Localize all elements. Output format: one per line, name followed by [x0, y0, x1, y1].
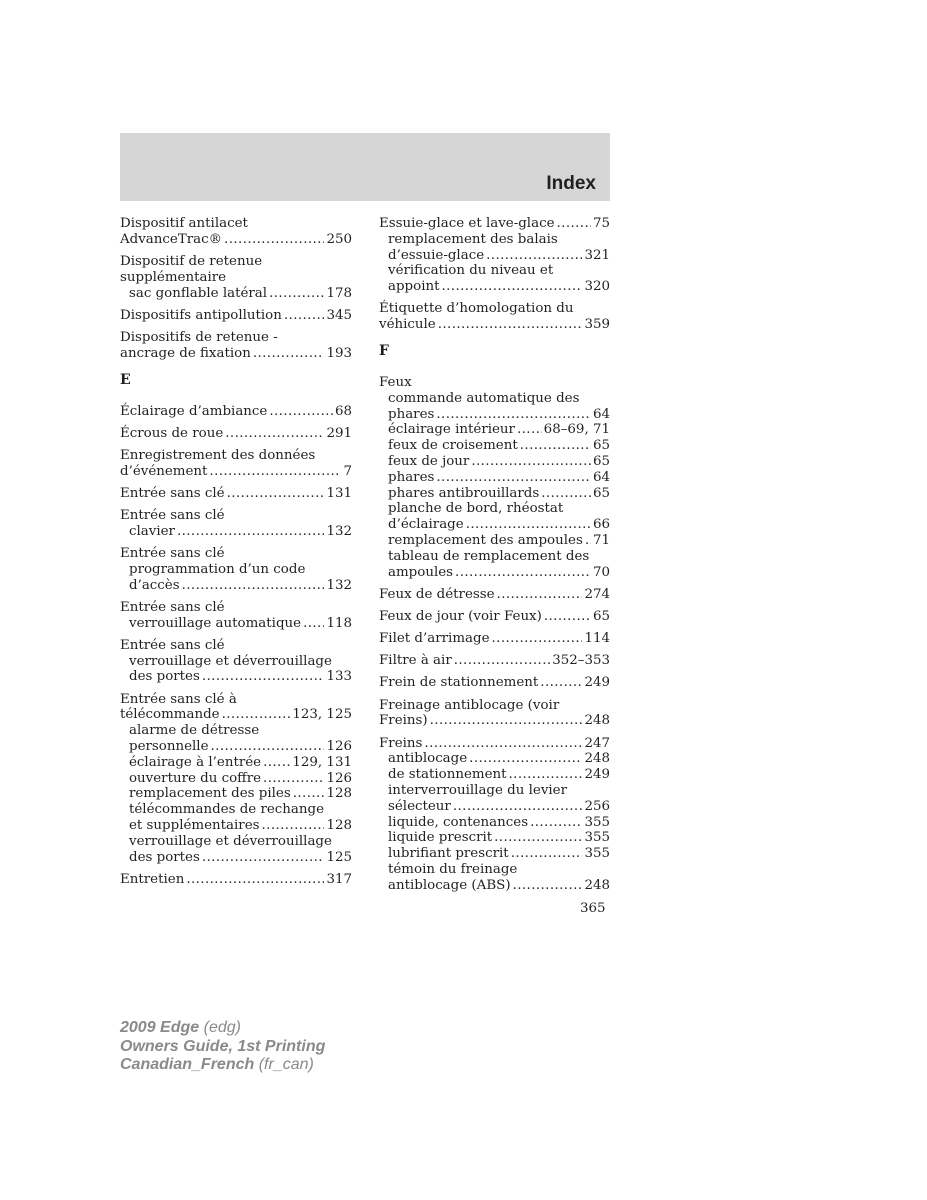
dot-leader — [436, 470, 591, 486]
dot-leader — [469, 751, 582, 767]
entry-text: Écrous de roue — [120, 425, 224, 441]
page-reference: 131 — [326, 485, 352, 501]
page-reference: 114 — [584, 631, 610, 647]
index-entry-line — [120, 216, 352, 232]
entry-text: télécommande — [120, 707, 220, 723]
index-subentry-line — [379, 533, 610, 549]
page-reference: 249 — [584, 767, 610, 783]
page-reference: 126 — [326, 739, 352, 755]
index-subentry-line — [379, 815, 610, 831]
entry-text: phares — [388, 406, 435, 422]
entry-text: tableau de remplacement des — [388, 548, 590, 564]
index-entry-line — [120, 486, 352, 502]
index-entry-line — [379, 675, 610, 691]
index-entry — [120, 308, 352, 324]
dot-leader — [436, 407, 591, 423]
page-reference: 256 — [584, 798, 610, 814]
dot-leader — [182, 578, 325, 594]
dot-leader — [303, 616, 324, 632]
index-entry — [120, 508, 352, 540]
index-subentry-line — [120, 654, 352, 670]
entry-text: vérification du niveau et — [388, 263, 554, 279]
entry-text: d’éclairage — [388, 517, 464, 533]
dot-leader — [430, 713, 583, 729]
index-entry-line — [379, 631, 610, 647]
page-reference: 248 — [584, 877, 610, 893]
index-entry — [379, 609, 610, 625]
index-subentry-line — [379, 799, 610, 815]
index-entry — [120, 254, 352, 301]
entry-text: antiblocage — [388, 751, 468, 767]
index-entry-line — [120, 308, 352, 324]
entry-text: témoin du freinage — [388, 862, 518, 878]
index-entry-line — [120, 508, 352, 524]
entry-text: sélecteur — [388, 798, 451, 814]
entry-text: phares antibrouillards — [388, 485, 540, 501]
index-entry — [120, 486, 352, 502]
page-reference: 355 — [584, 814, 610, 830]
page-reference: 355 — [584, 846, 610, 862]
entry-text: remplacement des balais — [388, 231, 558, 247]
index-subentry-line — [379, 501, 610, 517]
index-subentry-line — [379, 878, 610, 894]
page-reference: 249 — [584, 675, 610, 691]
dot-leader — [557, 216, 591, 232]
page-reference: 68–69, 71 — [543, 422, 610, 438]
dot-leader — [209, 464, 341, 480]
entry-text: Dispositifs antipollution — [120, 307, 282, 323]
dot-leader — [511, 846, 583, 862]
page-reference: 320 — [584, 279, 610, 295]
page-reference: 359 — [584, 317, 610, 333]
index-entry-line — [120, 600, 352, 616]
dot-leader — [541, 486, 591, 502]
entry-text: Étiquette d’homologation du — [379, 301, 574, 317]
page-reference: 118 — [326, 615, 352, 631]
index-entry — [120, 638, 352, 685]
index-entry — [120, 546, 352, 593]
entry-text: Dispositif de retenue — [120, 253, 263, 269]
index-entry-line — [120, 404, 352, 420]
entry-text: Feux de détresse — [379, 586, 495, 602]
index-entry — [120, 448, 352, 480]
entry-text: d’événement — [120, 463, 208, 479]
entry-text: sac gonflable latéral — [129, 285, 268, 301]
index-subentry-line — [120, 723, 352, 739]
entry-text: Dispositif antilacet — [120, 216, 248, 231]
index-entry — [379, 375, 610, 580]
page-reference: 70 — [592, 564, 610, 580]
index-column-right — [379, 216, 610, 900]
entry-text: planche de bord, rhéostat — [388, 501, 564, 517]
index-subentry-line — [379, 263, 610, 279]
page-reference: 65 — [592, 438, 610, 454]
page-reference: 125 — [326, 849, 352, 865]
index-subentry-line — [120, 850, 352, 866]
index-subentry-line — [120, 755, 352, 771]
dot-leader — [441, 279, 582, 295]
index-entry-line — [120, 270, 352, 286]
entry-text: Entrée sans clé — [120, 599, 225, 615]
page-reference: 178 — [326, 285, 352, 301]
entry-text: Frein de stationnement — [379, 675, 539, 691]
dot-leader — [513, 878, 583, 894]
entry-text: phares — [388, 469, 435, 485]
entry-text: supplémentaire — [120, 269, 227, 285]
index-subentry-line — [379, 549, 610, 565]
entry-text: Entrée sans clé à — [120, 691, 237, 707]
index-subentry-line — [120, 834, 352, 850]
entry-text: interverrouillage du levier — [388, 783, 568, 799]
index-entry-line — [120, 872, 352, 888]
dot-leader — [263, 755, 290, 771]
page-reference: 133 — [326, 669, 352, 685]
index-subentry-line — [379, 279, 610, 295]
entry-text: antiblocage (ABS) — [388, 877, 511, 893]
dot-leader — [517, 422, 542, 438]
header-band — [120, 133, 610, 201]
entry-text: Entrée sans clé — [120, 485, 225, 501]
dot-leader — [262, 818, 325, 834]
entry-text: Enregistrement des données — [120, 447, 316, 463]
dot-leader — [492, 631, 583, 647]
entry-text: AdvanceTrac® — [120, 231, 223, 247]
index-subentry-line — [379, 438, 610, 454]
index-subentry-line — [120, 818, 352, 834]
index-subentry-line — [379, 862, 610, 878]
index-entry — [120, 426, 352, 442]
footer-model: 2009 Edge — [120, 1019, 200, 1036]
index-entry-line — [120, 546, 352, 562]
index-entry — [120, 600, 352, 632]
dot-leader — [438, 317, 583, 333]
entry-text: Essuie-glace et lave-glace — [379, 216, 555, 231]
dot-leader — [424, 736, 582, 752]
dot-leader — [486, 248, 582, 264]
index-entry-line — [120, 232, 352, 248]
index-subentry-line — [120, 771, 352, 787]
entry-text: Entrée sans clé — [120, 546, 225, 562]
footer-line-3 — [120, 1056, 325, 1075]
index-entry — [379, 698, 610, 730]
dot-leader — [509, 767, 583, 783]
entry-text: liquide prescrit — [388, 830, 493, 846]
entry-text: feux de croisement — [388, 438, 518, 454]
page-reference: 128 — [326, 786, 352, 802]
dot-leader — [530, 815, 582, 831]
entry-text: alarme de détresse — [129, 723, 260, 739]
entry-text: Freins) — [379, 713, 428, 729]
entry-text: Éclairage d’ambiance — [120, 403, 268, 419]
dot-leader — [497, 587, 583, 603]
dot-leader — [471, 454, 591, 470]
index-entry — [379, 587, 610, 603]
index-subentry-line — [379, 767, 610, 783]
entry-text: éclairage à l’entrée — [129, 754, 262, 770]
entry-text: remplacement des piles — [129, 786, 291, 802]
index-entry — [120, 872, 352, 888]
page-reference: 247 — [584, 735, 610, 751]
index-entry — [379, 653, 610, 669]
dot-leader — [222, 707, 291, 723]
entry-text: verrouillage et déverrouillage — [129, 653, 332, 669]
entry-text: appoint — [388, 279, 440, 295]
index-subentry-line — [379, 751, 610, 767]
index-entry-line — [120, 426, 352, 442]
entry-text: Dispositifs de retenue - — [120, 329, 278, 345]
index-entry-line — [379, 317, 610, 333]
entry-text: d’essuie-glace — [388, 247, 485, 263]
page-reference: 352–353 — [552, 653, 610, 669]
index-entry — [120, 404, 352, 420]
page-reference: 129, 131 — [292, 754, 352, 770]
page-reference: 65 — [592, 453, 610, 469]
page-reference: 71 — [592, 532, 610, 548]
index-subentry-line — [379, 846, 610, 862]
index-subentry-line — [379, 422, 610, 438]
entry-text: ancrage de fixation — [120, 345, 251, 361]
section-letter: E — [120, 371, 131, 388]
page-reference: 248 — [584, 751, 610, 767]
page-reference: 132 — [326, 577, 352, 593]
index-entry-line — [120, 707, 352, 723]
page-reference: 274 — [584, 586, 610, 602]
dot-leader — [585, 533, 591, 549]
dot-leader — [293, 786, 325, 802]
entry-text: verrouillage automatique — [129, 615, 302, 631]
page-reference: 123, 125 — [292, 707, 352, 723]
entry-text: Filtre à air — [379, 653, 452, 669]
page-reference: 132 — [326, 523, 352, 539]
index-entry — [120, 216, 352, 248]
entry-text: clavier — [129, 523, 175, 539]
page-reference: 65 — [592, 608, 610, 624]
page-reference: 291 — [326, 425, 352, 441]
dot-leader — [544, 609, 591, 625]
page-reference: 7 — [343, 463, 352, 479]
index-entry-line — [379, 587, 610, 603]
page-reference: 68 — [334, 403, 352, 419]
index-subentry-line — [379, 391, 610, 407]
index-entry-line — [120, 448, 352, 464]
index-entry-line — [379, 653, 610, 669]
page-reference: 355 — [584, 830, 610, 846]
page-title: Index — [546, 173, 596, 194]
dot-leader — [455, 565, 591, 581]
index-entry-line — [379, 301, 610, 317]
dot-leader — [494, 830, 582, 846]
footer-model-code: (edg) — [203, 1019, 241, 1036]
index-entry-line — [120, 346, 352, 362]
index-entry-line — [120, 638, 352, 654]
dot-leader — [211, 739, 325, 755]
entry-text: des portes — [129, 669, 200, 685]
entry-text: ampoules — [388, 564, 454, 580]
dot-leader — [520, 438, 591, 454]
dot-leader — [453, 799, 583, 815]
entry-text: remplacement des ampoules — [388, 532, 583, 548]
footer — [120, 1019, 325, 1075]
index-subentry-line — [120, 616, 352, 632]
page-number: 365 — [580, 901, 606, 916]
index-entry — [379, 301, 610, 333]
entry-text: verrouillage et déverrouillage — [129, 833, 332, 849]
dot-leader — [263, 771, 324, 787]
index-column-left — [120, 216, 352, 894]
index-entry-line — [120, 254, 352, 270]
index-subentry-line — [379, 232, 610, 248]
index-subentry-line — [120, 578, 352, 594]
entry-text: Feux — [379, 374, 412, 390]
index-subentry-line — [379, 783, 610, 799]
entry-text: Freinage antiblocage (voir — [379, 697, 560, 713]
entry-text: de stationnement — [388, 767, 507, 783]
dot-leader — [269, 404, 333, 420]
index-entry — [379, 736, 610, 894]
dot-leader — [466, 517, 591, 533]
entry-text: feux de jour — [388, 453, 470, 469]
page-reference: 193 — [326, 345, 352, 361]
index-subentry-line — [379, 830, 610, 846]
entry-text: véhicule — [379, 317, 436, 333]
dot-leader — [202, 850, 325, 866]
entry-text: Entrée sans clé — [120, 508, 225, 524]
page-reference: 64 — [592, 469, 610, 485]
index-subentry-line — [379, 486, 610, 502]
index-entry-line — [120, 330, 352, 346]
index-entry — [379, 216, 610, 295]
page-reference: 250 — [326, 231, 352, 247]
index-entry-line — [120, 464, 352, 480]
entry-text: programmation d’un code — [129, 561, 306, 577]
page-reference: 66 — [592, 517, 610, 533]
entry-text: des portes — [129, 849, 200, 865]
page-reference: 75 — [592, 216, 610, 231]
entry-text: éclairage intérieur — [388, 422, 515, 438]
entry-text: lubrifiant prescrit — [388, 846, 509, 862]
dot-leader — [284, 308, 325, 324]
page-reference: 248 — [584, 713, 610, 729]
index-entry-line — [379, 609, 610, 625]
dot-leader — [186, 872, 324, 888]
entry-text: liquide, contenances — [388, 814, 529, 830]
page-reference: 317 — [326, 871, 352, 887]
footer-guide: Owners Guide, 1st Printing — [120, 1037, 326, 1055]
entry-text: Entretien — [120, 871, 185, 887]
entry-text: Freins — [379, 735, 423, 751]
dot-leader — [253, 346, 325, 362]
index-subentry-line — [379, 517, 610, 533]
entry-text: Filet d’arrimage — [379, 631, 490, 647]
page-reference: 64 — [592, 406, 610, 422]
index-entry — [120, 330, 352, 362]
section-letter: F — [379, 342, 389, 359]
dot-leader — [225, 426, 324, 442]
dot-leader — [202, 669, 325, 685]
index-entry-line — [379, 736, 610, 752]
index-entry-line — [120, 692, 352, 708]
index-subentry-line — [120, 286, 352, 302]
entry-text: ouverture du coffre — [129, 770, 262, 786]
entry-text: Entrée sans clé — [120, 637, 225, 653]
footer-line-1 — [120, 1019, 325, 1038]
index-subentry-line — [379, 248, 610, 264]
entry-text: Feux de jour (voir Feux) — [379, 608, 542, 624]
index-subentry-line — [120, 524, 352, 540]
page-reference: 65 — [592, 485, 610, 501]
index-subentry-line — [120, 669, 352, 685]
entry-text: d’accès — [129, 577, 180, 593]
entry-text: commande automatique des — [388, 390, 580, 406]
page-reference: 126 — [326, 770, 352, 786]
index-entry — [379, 675, 610, 691]
dot-leader — [177, 524, 324, 540]
index-subentry-line — [120, 802, 352, 818]
dot-leader — [224, 232, 324, 248]
index-subentry-line — [379, 470, 610, 486]
index-entry-line — [379, 375, 610, 391]
index-subentry-line — [120, 739, 352, 755]
page-reference: 128 — [326, 818, 352, 833]
index-entry — [120, 692, 352, 866]
dot-leader — [269, 286, 324, 302]
entry-text: et supplémentaires — [129, 818, 260, 833]
index-subentry-line — [120, 786, 352, 802]
footer-language-code: (fr_can) — [258, 1056, 314, 1073]
footer-line-2 — [120, 1038, 325, 1057]
dot-leader — [454, 653, 550, 669]
index-entry-line — [379, 216, 610, 232]
footer-language: Canadian_French — [120, 1056, 255, 1073]
index-subentry-line — [379, 407, 610, 423]
page-reference: 345 — [326, 307, 352, 323]
entry-text: personnelle — [129, 739, 209, 755]
dot-leader — [227, 486, 325, 502]
index-entry-line — [379, 713, 610, 729]
page-reference: 321 — [584, 247, 610, 263]
index-subentry-line — [379, 565, 610, 581]
index-subentry-line — [120, 562, 352, 578]
index-entry-line — [379, 698, 610, 714]
index-subentry-line — [379, 454, 610, 470]
dot-leader — [540, 675, 582, 691]
index-entry — [379, 631, 610, 647]
entry-text: télécommandes de rechange — [129, 802, 325, 818]
